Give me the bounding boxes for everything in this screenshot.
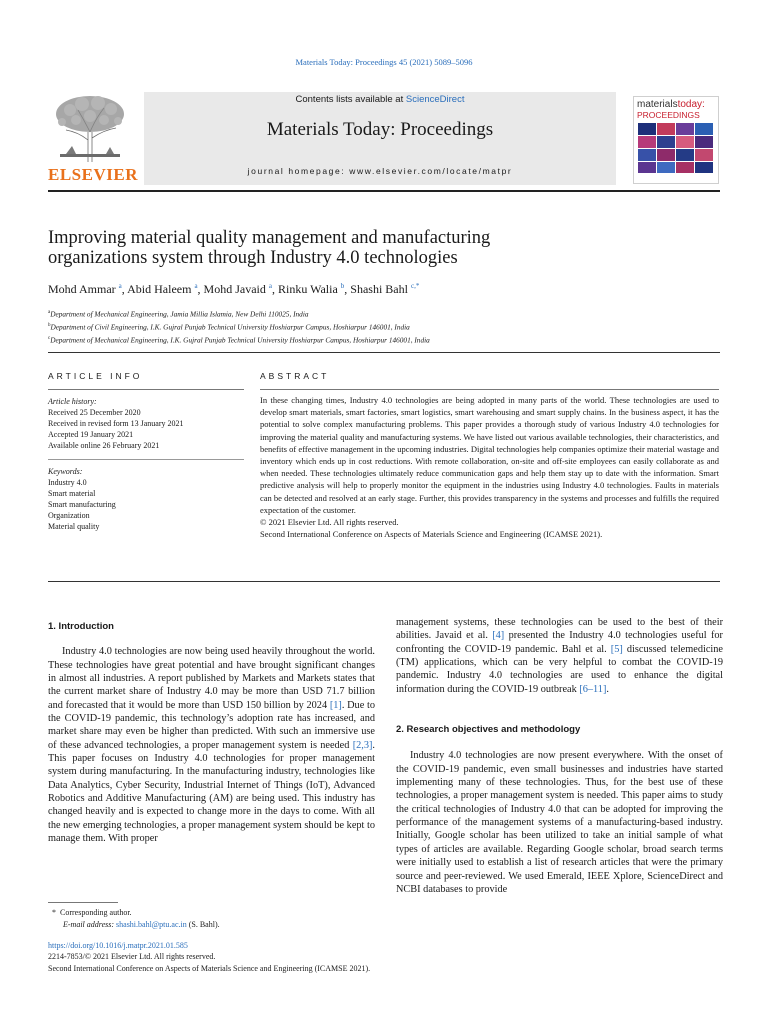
footnote-mark: * — [52, 908, 56, 917]
author-affiliation-mark[interactable]: a — [268, 282, 272, 290]
intro-paragraph — [48, 645, 375, 845]
author-name: Mohd Ammar — [48, 282, 116, 296]
corresponding-label: Corresponding author. — [60, 908, 132, 917]
abstract-text: In these changing times, Industry 4.0 technologies are being adopted in many parts of the world. These technologies are used to develop smart materials, smart factories, smart logistics, smart warehousing and smart supply chains. In the business aspect, it has the potential to solve complex manufacturing problems. This paper provides a thorough study of various Industry 4.0 technologies for improving the material quality and manufacturing systems. We have listed out various available technologies, their characteristics, and benefits of effective management in the upcoming industries. Digital technologies help companies optimize their material wastage and inventory which ends up in cost reductions. With remote collaboration, on-site and off-site employees can easily collaborate as and when needed. These technologies ultimately reduce communication gaps and help them stay up to date with the information. Smart predictive analysis will help to properly monitor the equipment in the industries using Industry 4.0 technologies. Faults in materials can be detected and resolved at an early stage. Further, this provides transparency in the systems and processes and fulfills the required expectation of the customer. — [260, 395, 719, 515]
email-label: E-mail address: — [63, 920, 117, 929]
author-separator: , — [271, 282, 278, 296]
continued-paragraph — [396, 616, 723, 696]
journal-title: Materials Today: Proceedings — [266, 119, 494, 140]
author[interactable] — [48, 282, 127, 296]
keywords-label: Keywords: — [48, 467, 83, 476]
body-top-rule — [48, 581, 720, 582]
abstract-rule — [260, 389, 719, 390]
abstract-heading: ABSTRACT — [260, 371, 330, 381]
intro-text: . This paper focuses on Industry 4.0 technologies for proper management system during manufacturing. In the manufacturing industry, technologies like Data Analytics, Cyber Security, Industrial Internet of Things (IoT), Advanced Robotics and Additive Manufacturing (AM) are being used. This industry has changed heavily and is expected to change more in the days to come. With all the new emerging technologies, a proper management system should be kept to manage them. With proper — [48, 739, 375, 845]
citation-link[interactable]: [4] — [492, 630, 505, 642]
body-text: management systems, these technologies can be used to the best of their abilities. Javaid et al. — [396, 617, 723, 642]
author[interactable] — [127, 282, 203, 296]
affiliation-item — [48, 333, 720, 346]
author[interactable] — [350, 282, 419, 296]
right-column — [396, 616, 723, 896]
body-text: presented the Industry 4.0 technologies useful for confronting the COVID-19 pandemic. Bahl et al. — [396, 630, 723, 655]
article-history — [48, 396, 244, 451]
affiliation-text: Department of Civil Engineering, I.K. Gujral Punjab Technical University Hoshiarpur Campus, Hoshiarpur 146001, India — [50, 322, 410, 332]
affiliations — [48, 307, 720, 346]
author-separator: , — [197, 282, 204, 296]
history-revised: Received in revised form 13 January 2021 — [48, 419, 184, 428]
abstract-conference: Second International Conference on Aspects of Materials Science and Engineering (ICAMSE 2021). — [260, 529, 603, 540]
contents-prefix: Contents lists available at — [295, 94, 406, 105]
cover-title-a: materials — [637, 99, 678, 110]
header-rule — [48, 190, 720, 192]
cover-title-b: today: — [677, 99, 705, 110]
affiliation-item — [48, 320, 720, 333]
sciencedirect-link[interactable]: ScienceDirect — [405, 94, 465, 105]
author[interactable] — [278, 282, 350, 296]
abstract-copyright: © 2021 Elsevier Ltd. All rights reserved. — [260, 517, 399, 528]
journal-citation[interactable]: Materials Today: Proceedings 45 (2021) 5089–5096 — [295, 57, 473, 67]
author-separator: , — [121, 282, 128, 296]
affiliation-text: Department of Mechanical Engineering, I.K. Gujral Punjab Technical University Hoshiarpur Campus, Hoshiarpur 146001, India — [50, 335, 430, 345]
keywords — [48, 466, 244, 532]
author[interactable] — [204, 282, 278, 296]
affiliation-mark: c — [48, 335, 51, 341]
corresponding-author-note — [48, 907, 375, 919]
cover-mosaic-image — [638, 123, 714, 173]
elsevier-wordmark: ELSEVIER — [48, 165, 138, 184]
citation-link[interactable]: [5] — [610, 643, 623, 655]
author-affiliation-mark[interactable]: a — [194, 282, 198, 290]
author-name: Shashi Bahl — [350, 282, 408, 296]
left-column — [48, 620, 375, 846]
author-name: Abid Haleem — [127, 282, 192, 296]
history-online: Available online 26 February 2021 — [48, 441, 160, 450]
keyword: Organization — [48, 511, 90, 520]
body-text: . — [606, 683, 609, 695]
author-name: Mohd Javaid — [203, 282, 266, 296]
objectives-paragraph: Industry 4.0 technologies are now present everywhere. With the onset of the COVID-19 pandemic, even small businesses and industries have started implementing many of these technologies. Thus, for the best use of these technologies, a proper management system is needed. This paper aims to study the critical technologies of Industry 4.0 that can be adopted for improving the performance of the management systems of a manufacturing-based industry. Initially, Google scholar has been utilized to take an initial sample of what types of articles are available. Regarding Google scholar, broad search terms were initially used to establish a list of research articles that were the primary source and peer-reviewed. We used Emerald, IEEE Xplore, ScienceDirect and NCBI databases to provide — [396, 750, 723, 895]
info-top-rule — [48, 352, 720, 353]
keyword: Material quality — [48, 522, 100, 531]
keyword: Industry 4.0 — [48, 478, 87, 487]
email-line — [48, 919, 375, 931]
citation-link[interactable]: [1] — [329, 699, 342, 711]
intro-text: . Due to the COVID-19 pandemic, this technology’s adoption rate has increased, and market share may even be higher than predicted. With such an immersive use of these advanced technologies, a proper management system is needed — [48, 699, 375, 751]
journal-homepage[interactable]: journal homepage: www.elsevier.com/locate/matpr — [247, 166, 513, 176]
cover-subtitle: PROCEEDINGS — [637, 110, 700, 120]
affiliation-item — [48, 307, 720, 320]
article-title: Improving material quality management and manufacturing organizations system through Industry 4.0 technologies — [48, 228, 491, 268]
history-received: Received 25 December 2020 — [48, 408, 141, 417]
issn-line: 2214-7853/© 2021 Elsevier Ltd. All rights reserved. — [48, 952, 216, 962]
author-list — [48, 282, 720, 297]
affiliation-mark: b — [48, 322, 51, 328]
footnote — [48, 907, 375, 931]
author-affiliation-mark[interactable]: a — [118, 282, 122, 290]
section-heading-introduction: 1. Introduction — [48, 621, 114, 632]
history-label: Article history: — [48, 397, 97, 406]
author-affiliation-mark[interactable]: c,* — [410, 282, 420, 290]
citation-link[interactable]: [2,3] — [352, 739, 373, 751]
citation-link[interactable]: [6–11] — [579, 683, 607, 695]
history-accepted: Accepted 19 January 2021 — [48, 430, 134, 439]
selection-line: Second International Conference on Aspects of Materials Science and Engineering (ICAMSE 2021). — [48, 963, 371, 973]
contents-line — [144, 94, 616, 105]
footnote-rule — [48, 902, 118, 903]
email-suffix: (S. Bahl). — [186, 920, 220, 929]
email-link[interactable]: shashi.bahl@ptu.ac.in — [116, 920, 187, 929]
article-info-heading: ARTICLE INFO — [48, 371, 143, 381]
intro-text: Industry 4.0 technologies are now being used heavily throughout the world. These technologies have great potential and have brought significant changes in almost all industries. A report published by Markets and Markets states that the current market share of Industry 4.0 may be more than USD 71.7 billion and forecasted that it would be more than USD 150 billion by 2024 — [48, 646, 375, 711]
abstract-body — [260, 394, 719, 540]
journal-cover-thumbnail[interactable] — [633, 96, 719, 184]
body-text: discussed telemedicine (TM) applications, which can be very helpful to combat the COVID-19 pandemic. Industry 4.0 technologies are used to enhance the digital information during the COVID-19 outbreak — [396, 643, 723, 695]
author-affiliation-mark[interactable]: b — [340, 282, 345, 290]
author-separator: , — [344, 282, 351, 296]
doi-link[interactable]: https://doi.org/10.1016/j.matpr.2021.01.585 — [48, 941, 188, 950]
keyword: Smart material — [48, 489, 96, 498]
section-heading-objectives: 2. Research objectives and methodology — [396, 724, 581, 736]
affiliation-mark: a — [48, 310, 51, 315]
keywords-rule — [48, 459, 244, 460]
bottom-metadata — [48, 940, 720, 974]
author-name: Rinku Walia — [277, 282, 338, 296]
article-info-rule — [48, 389, 244, 390]
keyword: Smart manufacturing — [48, 500, 116, 509]
affiliation-text: Department of Mechanical Engineering, Jamia Millia Islamia, New Delhi 110025, India — [50, 309, 309, 319]
